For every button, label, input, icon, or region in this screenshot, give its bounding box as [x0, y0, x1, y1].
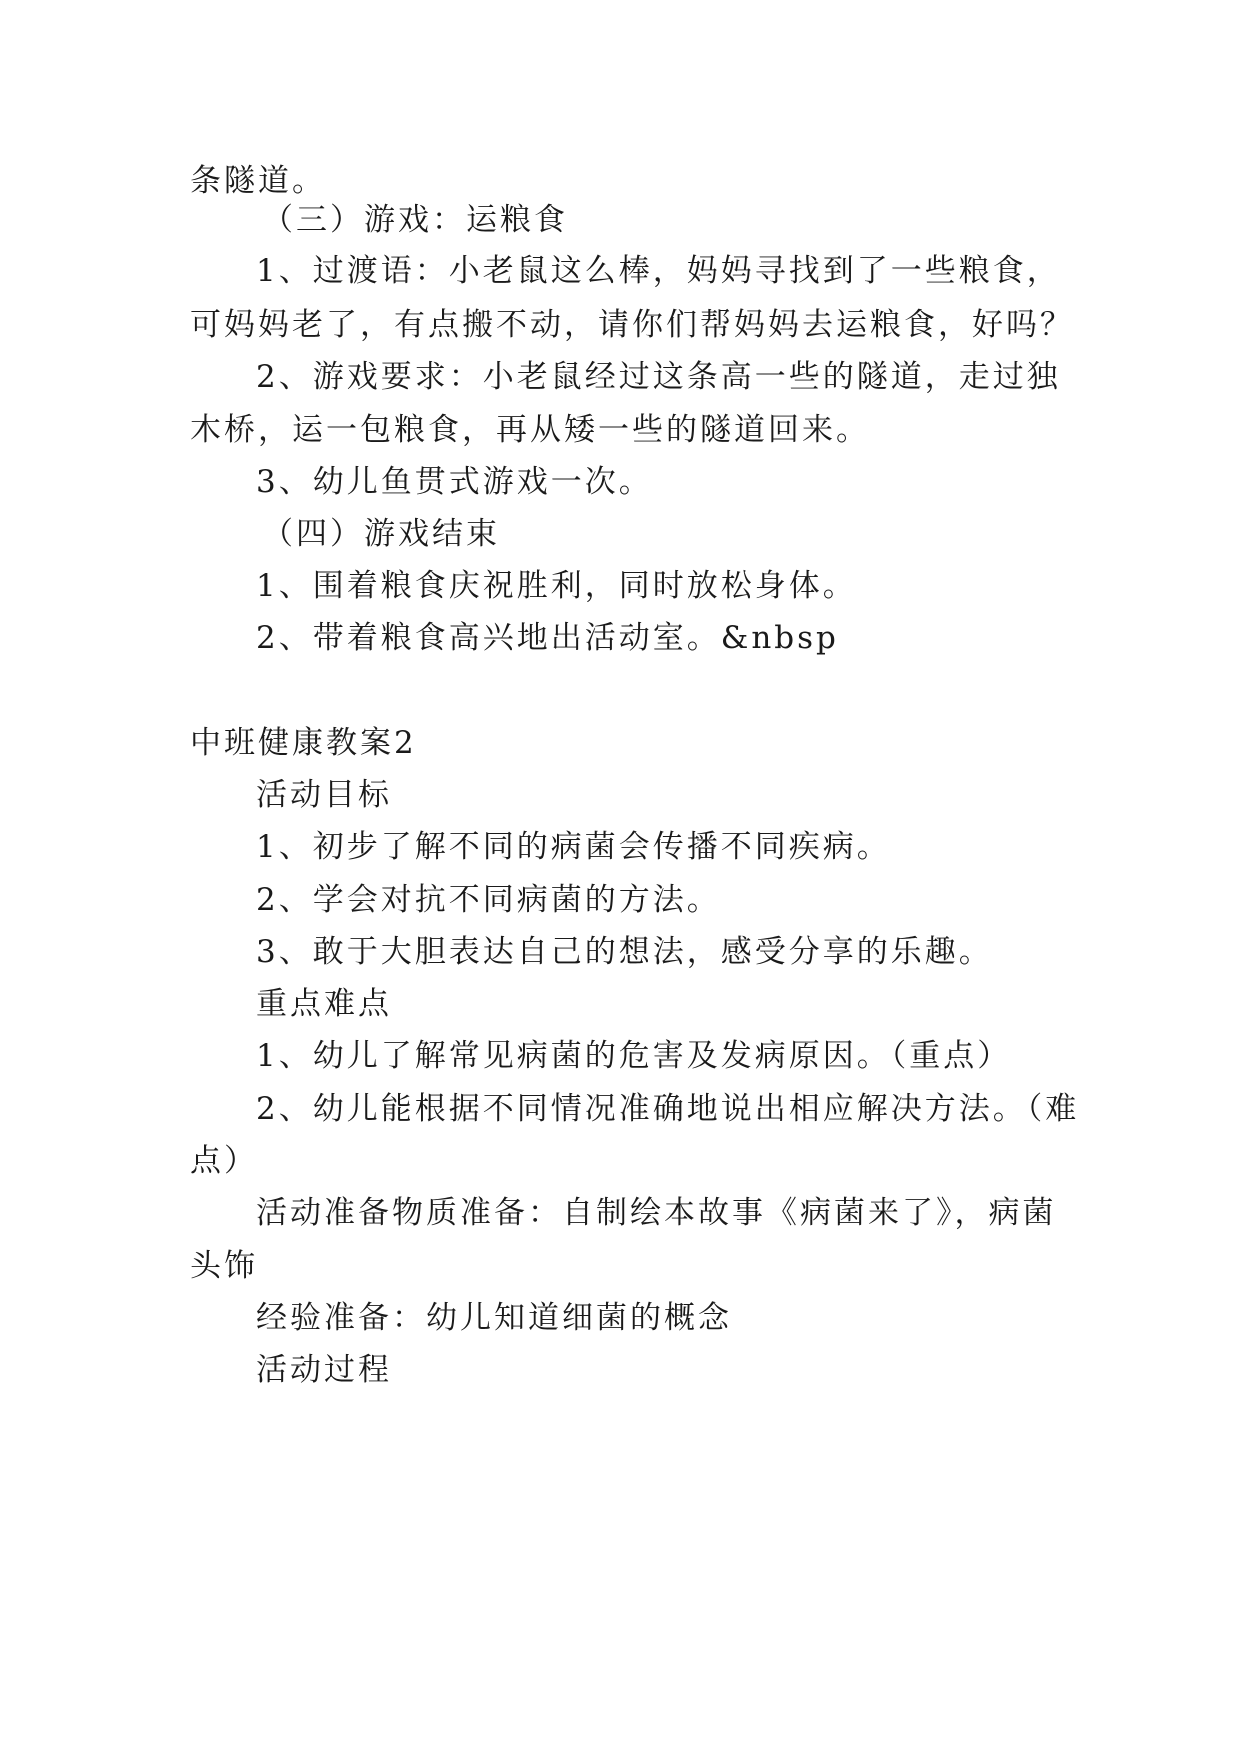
goal-1: 1、初步了解不同的病菌会传播不同疾病。 — [256, 829, 891, 865]
process-heading: 活动过程 — [256, 1352, 392, 1388]
goals-heading: 活动目标 — [256, 777, 392, 813]
key-point-2-line-1: 2、幼儿能根据不同情况准确地说出相应解决方法。（难 — [256, 1091, 1080, 1127]
step-3-3: 3、幼儿鱼贯式游戏一次。 — [256, 464, 653, 500]
section-heading-3: （三）游戏：运粮食 — [262, 202, 568, 238]
key-point-2-line-2: 点） — [190, 1143, 258, 1179]
step-4-1: 1、围着粮食庆祝胜利，同时放松身体。 — [256, 568, 857, 604]
material-prep-line-2: 头饰 — [190, 1248, 258, 1284]
paragraph-continuation: 条隧道。 — [190, 163, 326, 199]
section-heading-4: （四）游戏结束 — [262, 516, 500, 552]
material-prep-line-1: 活动准备物质准备：自制绘本故事《病菌来了》，病菌 — [256, 1195, 1057, 1231]
key-points-heading: 重点难点 — [256, 986, 392, 1022]
goal-2: 2、学会对抗不同病菌的方法。 — [256, 882, 721, 918]
step-3-2-line-1: 2、游戏要求：小老鼠经过这条高一些的隧道，走过独 — [256, 359, 1061, 395]
key-point-1: 1、幼儿了解常见病菌的危害及发病原因。（重点） — [256, 1038, 1012, 1074]
experience-prep: 经验准备：幼儿知道细菌的概念 — [256, 1300, 732, 1336]
step-4-2: 2、带着粮食高兴地出活动室。&nbsp — [256, 620, 839, 656]
goal-3: 3、敢于大胆表达自己的想法，感受分享的乐趣。 — [256, 934, 993, 970]
step-3-1-line-1: 1、过渡语：小老鼠这么棒，妈妈寻找到了一些粮食， — [256, 253, 1061, 289]
step-3-1-line-2: 可妈妈老了，有点搬不动，请你们帮妈妈去运粮食，好吗？ — [190, 307, 1074, 343]
step-3-2-line-2: 木桥，运一包粮食，再从矮一些的隧道回来。 — [190, 412, 870, 448]
lesson-title: 中班健康教案2 — [190, 725, 417, 761]
